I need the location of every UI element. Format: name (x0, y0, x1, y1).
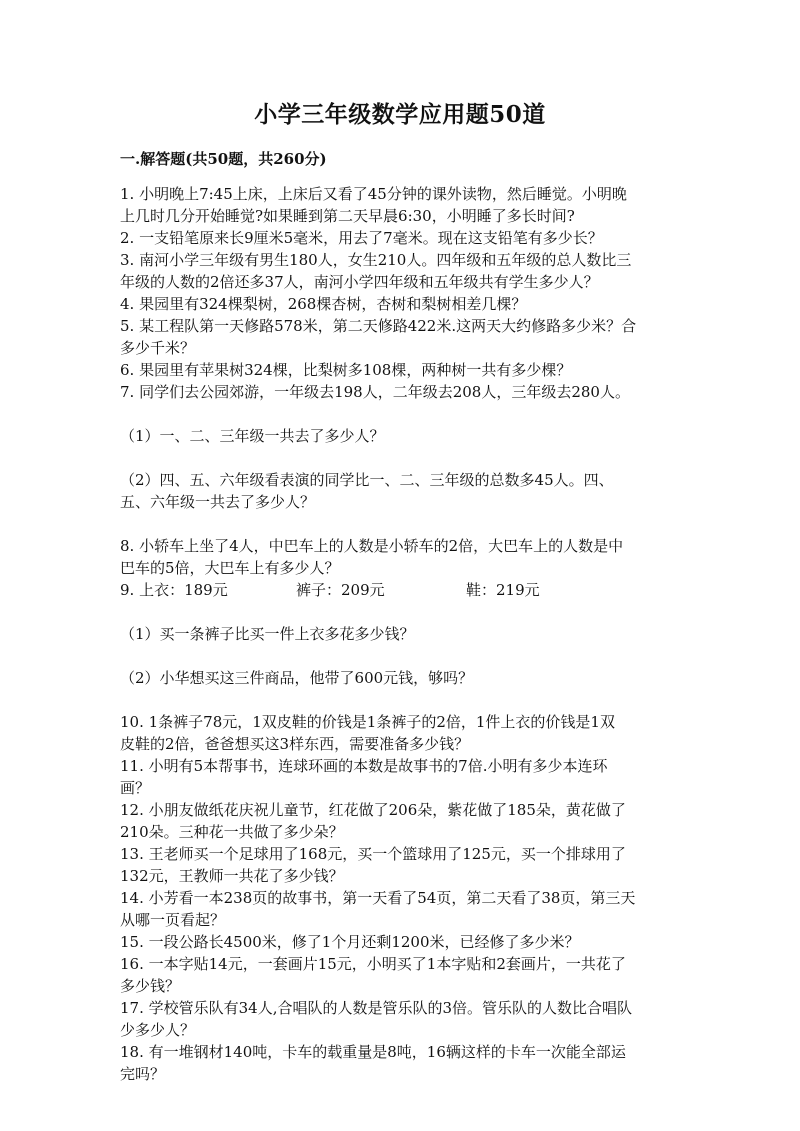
question-list (120, 183, 680, 1085)
question-line: 多少钱？ (120, 977, 181, 995)
question-13 (120, 843, 680, 887)
page-title: 小学三年级数学应用题50道 (254, 101, 546, 128)
question-line: 132元，王教师一共花了多少钱？ (120, 867, 344, 885)
question-line: 14. 小芳看一本238页的故事书，第一天看了54页，第二天看了38页，第三天 (120, 889, 636, 907)
question-line: （1）一、二、三年级一共去了多少人？ (120, 427, 385, 445)
question-17 (120, 997, 680, 1041)
question-3 (120, 249, 680, 293)
question-2 (120, 227, 680, 249)
question-line: （2）小华想买这三件商品，他带了600元钱，够吗？ (120, 669, 474, 687)
question-line: 巴车的5倍，大巴车上有多少人？ (120, 559, 340, 577)
question-line: 16. 一本字贴14元，一套画片15元，小明买了1本字贴和2套画片，一共花了 (120, 955, 626, 973)
spacer (120, 403, 680, 425)
question-line: 10. 1条裤子78元，1双皮鞋的价钱是1条裤子的2倍，1件上衣的价钱是1双 (120, 713, 615, 731)
question-9 (120, 579, 680, 601)
question-line: 17. 学校管乐队有34人,合唱队的人数是管乐队的3倍。管乐队的人数比合唱队 (120, 999, 633, 1017)
question-11 (120, 755, 680, 799)
question-line: 画？ (120, 779, 151, 797)
price-pants: 裤子：209元 (296, 581, 385, 599)
question-line: 年级的人数的2倍还多37人，南河小学四年级和五年级共有学生多少人？ (120, 273, 599, 291)
question-line: 完吗？ (120, 1065, 166, 1083)
spacer (120, 447, 680, 469)
price-top: 9. 上衣：189元 (120, 581, 228, 599)
spacer (120, 513, 680, 535)
question-line: 12. 小朋友做纸花庆祝儿童节，红花做了206朵，紫花做了185朵，黄花做了 (120, 801, 626, 819)
question-line: 18. 有一堆钢材140吨，卡车的载重量是8吨，16辆这样的卡车一次能全部运 (120, 1043, 626, 1061)
question-10 (120, 711, 680, 755)
question-line: 从哪一页看起？ (120, 911, 226, 929)
question-5 (120, 315, 680, 359)
question-line: 6. 果园里有苹果树324棵，比梨树多108棵，两种树一共有多少棵？ (120, 361, 572, 379)
question-7 (120, 381, 680, 403)
question-18 (120, 1041, 680, 1085)
question-line: 11. 小明有5本帮事书，连球环画的本数是故事书的7倍.小明有多少本连环 (120, 757, 608, 775)
question-line: 13. 王老师买一个足球用了168元，买一个篮球用了125元，买一个排球用了 (120, 845, 626, 863)
question-line: （1）买一条裤子比买一件上衣多花多少钱？ (120, 625, 415, 643)
question-line: 少多少人？ (120, 1021, 196, 1039)
spacer (120, 645, 680, 667)
question-7-part-2 (120, 469, 680, 513)
question-6 (120, 359, 680, 381)
question-15 (120, 931, 680, 953)
question-4 (120, 293, 680, 315)
section-heading: 一.解答题(共50题，共260分) (120, 150, 327, 168)
question-1 (120, 183, 680, 227)
question-9-part-1 (120, 623, 680, 645)
question-line: （2）四、五、六年级看表演的同学比一、二、三年级的总数多45人。四、 (120, 471, 614, 489)
question-line: 7. 同学们去公园郊游，一年级去198人，二年级去208人，三年级去280人。 (120, 383, 630, 401)
question-line: 8. 小轿车上坐了4人，中巴车上的人数是小轿车的2倍，大巴车上的人数是中 (120, 537, 624, 555)
question-line: 4. 果园里有324棵梨树，268棵杏树，杏树和梨树相差几棵？ (120, 295, 527, 313)
question-line: 1. 小明晚上7:45上床，上床后又看了45分钟的课外读物，然后睡觉。小明晚 (120, 185, 627, 203)
question-line: 210朵。三种花一共做了多少朵？ (120, 823, 344, 841)
question-line: 皮鞋的2倍，爸爸想买这3样东西，需要准备多少钱？ (120, 735, 470, 753)
question-line: 15. 一段公路长4500米，修了1个月还剩1200米，已经修了多少米？ (120, 933, 580, 951)
question-line: 5. 某工程队第一天修路578米，第二天修路422米.这两天大约修路多少米？合 (120, 317, 637, 335)
spacer (120, 601, 680, 623)
question-16 (120, 953, 680, 997)
question-line: 2. 一支铅笔原来长9厘米5毫米，用去了7毫米。现在这支铅笔有多少长？ (120, 229, 603, 247)
spacer (120, 689, 680, 711)
question-9-part-2 (120, 667, 680, 689)
question-line: 上几时几分开始睡觉?如果睡到第二天早晨6:30，小明睡了多长时间? (120, 207, 575, 225)
question-12 (120, 799, 680, 843)
question-14 (120, 887, 680, 931)
question-8 (120, 535, 680, 579)
question-7-part-1 (120, 425, 680, 447)
question-line: 多少千米？ (120, 339, 196, 357)
question-line: 五、六年级一共去了多少人？ (120, 493, 316, 511)
question-line: 3. 南河小学三年级有男生180人，女生210人。四年级和五年级的总人数比三 (120, 251, 632, 269)
price-shoes: 鞋：219元 (466, 581, 540, 599)
